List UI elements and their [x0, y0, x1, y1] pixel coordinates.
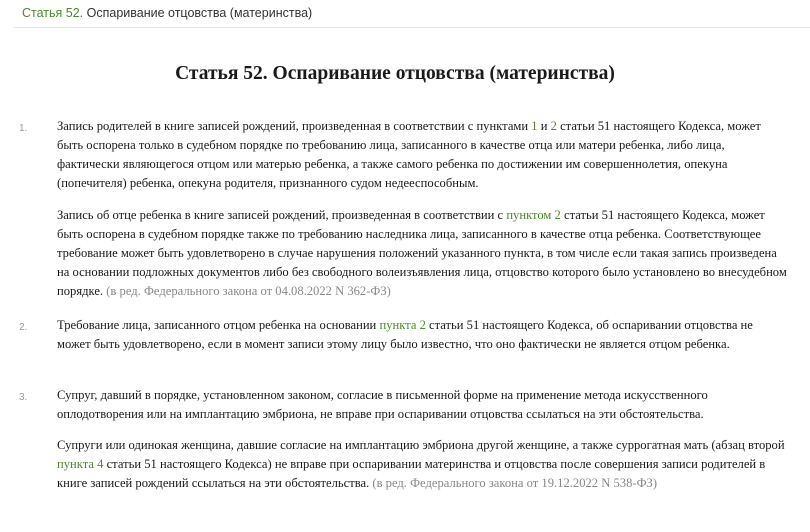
item-number: 1. [19, 123, 28, 134]
page-title: Статья 52. Оспаривание отцовства (материнства) [175, 63, 615, 84]
link-point-4[interactable]: пункта 4 [57, 457, 104, 471]
text: статьи 51 настоящего Кодекса, об оспаривании отцовства не может быть удовлетворено, если в момент записи этому лицу было известно, что оно фактически не является отцом ребенка. [57, 318, 753, 351]
text: Требование лица, записанного отцом ребенка на основании [57, 318, 380, 332]
breadcrumb [22, 6, 312, 20]
link-point-2-ref[interactable]: пункта 2 [379, 318, 426, 332]
paragraph [57, 316, 787, 354]
breadcrumb-current: Оспаривание отцовства (материнства) [83, 6, 313, 20]
text: Супруги или одинокая женщина, давшие согласие на имплантацию эмбриона другой женщине, а также суррогатная мать (абзац второй [57, 438, 785, 452]
text: Запись родителей в книге записей рождений, произведенная в соответствии с пунктами [57, 119, 532, 133]
paragraph [57, 386, 787, 424]
text: Запись об отце ребенка в книге записей рождений, произведенная в соответствии с [57, 208, 507, 222]
amendment-note[interactable]: (в ред. Федерального закона от 04.08.2022 N 362-ФЗ) [106, 284, 391, 298]
paragraph [57, 117, 787, 193]
text: статьи 51 настоящего Кодекса) не вправе при оспаривании материнства и отцовства после совершения записи родителей в книге записей рождений ссылаться на эти обстоятельства. [57, 457, 766, 490]
text: статьи 51 настоящего Кодекса, может быть оспорена только в судебном порядке по требованию лица, записанного в качестве отца или матери ребенка, либо лица, фактически являющегося отцом или матерью ребенка, а также самого ребенка по достижении им совершеннолетия, опекуна (попечителя) ребенка, опекуна родителя, признанного судом недееспособным. [57, 119, 761, 190]
paragraph [57, 206, 787, 301]
link-point-2-ref[interactable]: пунктом 2 [506, 208, 561, 222]
text: Супруг, давший в порядке, установленном законом, согласие в письменной форме на применение метода искусственного оплодотворения или на имплантацию эмбриона, не вправе при оспаривании отцовства ссылаться на эти обстоятельства. [57, 388, 708, 421]
link-point-2[interactable]: 2 [550, 119, 557, 133]
item-number: 2. [19, 322, 28, 333]
link-point-1[interactable]: 1 [531, 119, 538, 133]
text: и [537, 119, 551, 133]
item-number: 3. [19, 392, 28, 403]
amendment-note[interactable]: (в ред. Федерального закона от 19.12.2022 N 538-ФЗ) [372, 476, 658, 490]
paragraph [57, 436, 787, 493]
breadcrumb-article-link[interactable]: Статья 52. [22, 6, 84, 20]
text: статьи 51 настоящего Кодекса, может быть оспорена в судебном порядке также по требованию наследника лица, записанного в качестве отца ребенка. Соответствующее требование может быть удовлетворено в случае нарушения положений указанного пункта, в том числе если такая запись произведена на основании подложных документов либо без свободного волеизъявления лица, отцовство которого было установлено во внесудебном порядке. [57, 208, 787, 298]
header-divider [14, 27, 810, 28]
